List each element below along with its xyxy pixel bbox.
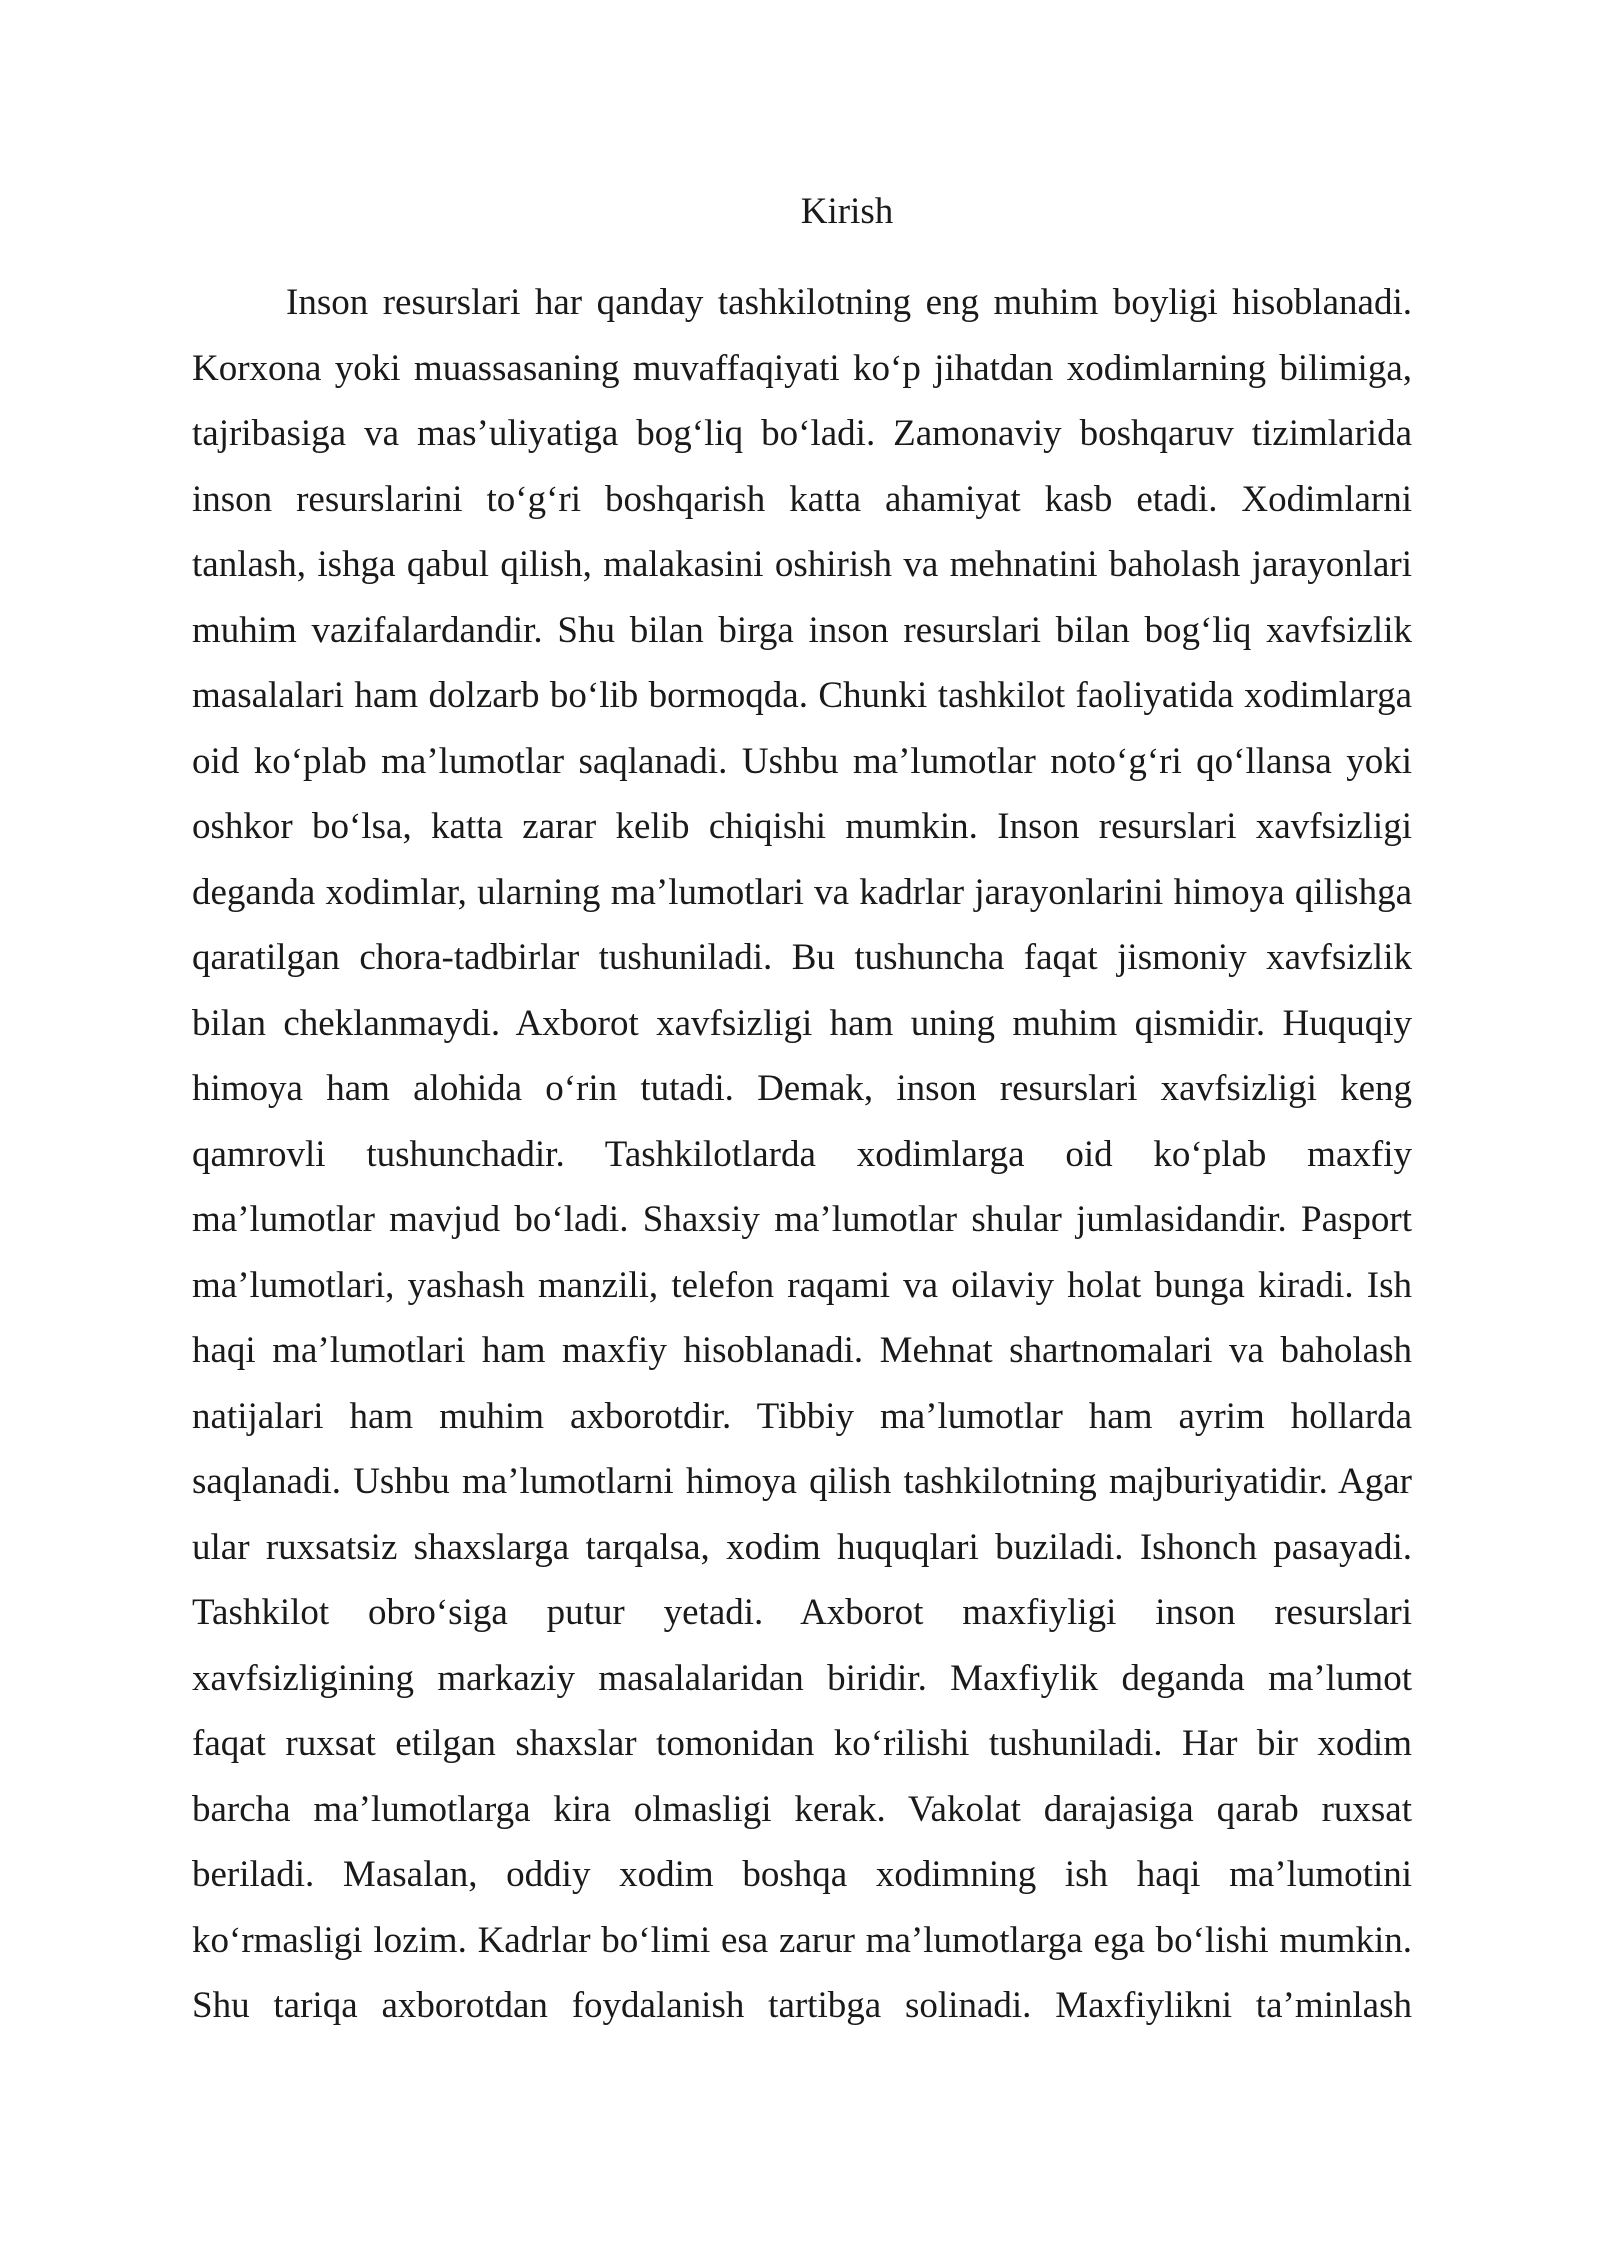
text-line: saqlanadi. Ushbu ma’lumotlarni himoya qilish tashkilotning majburiyatidir. Agar	[192, 1461, 1412, 1502]
text-line: muhim vazifalardandir. Shu bilan birga inson resurslari bilan bog‘liq xavfsizlik	[192, 609, 1412, 651]
text-line: tajribasiga va mas’uliyatiga bog‘liq bo‘ladi. Zamonaviy boshqaruv tizimlarida	[192, 413, 1412, 454]
text-line: oid ko‘plab ma’lumotlar saqlanadi. Ushbu ma’lumotlar noto‘g‘ri qo‘llansa yoki	[192, 740, 1412, 782]
text-line: haqi ma’lumotlari ham maxfiy hisoblanadi. Mehnat shartnomalari va baholash	[192, 1330, 1412, 1371]
text-line: ko‘rmasligi lozim. Kadrlar bo‘limi esa zarur ma’lumotlarga ega bo‘lishi mumkin.	[192, 1919, 1412, 1961]
text-line: faqat ruxsat etilgan shaxslar tomonidan ko‘rilishi tushuniladi. Har bir xodim	[192, 1723, 1412, 1764]
text-line: ma’lumotlar mavjud bo‘ladi. Shaxsiy ma’lumotlar shular jumlasidandir. Pasport	[192, 1199, 1412, 1240]
text-line: oshkor bo‘lsa, katta zarar kelib chiqishi mumkin. Inson resurslari xavfsizligi	[192, 806, 1412, 847]
text-line: inson resurslarini to‘g‘ri boshqarish katta ahamiyat kasb etadi. Xodimlarni	[192, 478, 1412, 520]
text-line: xavfsizligining markaziy masalalaridan biridir. Maxfiylik deganda ma’lumot	[192, 1657, 1412, 1699]
text-line: Inson resurslari har qanday tashkilotning eng muhim boyligi hisoblanadi.	[286, 282, 1412, 323]
text-line: deganda xodimlar, ularning ma’lumotlari va kadrlar jarayonlarini himoya qilishga	[192, 871, 1412, 913]
text-line: bilan cheklanmaydi. Axborot xavfsizligi ham uning muhim qismidir. Huquqiy	[192, 1002, 1412, 1044]
text-line: himoya ham alohida o‘rin tutadi. Demak, inson resurslari xavfsizligi keng	[192, 1068, 1412, 1109]
text-line: qaratilgan chora-tadbirlar tushuniladi. Bu tushuncha faqat jismoniy xavfsizlik	[192, 937, 1412, 978]
text-line: masalalari ham dolzarb bo‘lib bormoqda. Chunki tashkilot faoliyatida xodimlarga	[192, 675, 1412, 716]
text-line: Tashkilot obro‘siga putur yetadi. Axborot maxfiyligi inson resurslari	[192, 1592, 1412, 1633]
text-line: Shu tariqa axborotdan foydalanish tartibga solinadi. Maxfiylikni ta’minlash	[192, 1985, 1412, 2026]
text-line: Korxona yoki muassasaning muvaffaqiyati ko‘p jihatdan xodimlarning bilimiga,	[192, 347, 1412, 389]
text-line: barcha ma’lumotlarga kira olmasligi kerak. Vakolat darajasiga qarab ruxsat	[192, 1788, 1412, 1830]
text-line: ma’lumotlari, yashash manzili, telefon raqami va oilaviy holat bunga kiradi. Ish	[192, 1264, 1412, 1306]
text-line: ular ruxsatsiz shaxslarga tarqalsa, xodim huquqlari buziladi. Ishonch pasayadi.	[192, 1526, 1412, 1568]
text-line: tanlash, ishga qabul qilish, malakasini oshirish va mehnatini baholash jarayonlari	[192, 544, 1412, 585]
text-line: beriladi. Masalan, oddiy xodim boshqa xodimning ish haqi ma’lumotini	[192, 1854, 1412, 1895]
page-title: Kirish	[800, 191, 894, 232]
text-line: natijalari ham muhim axborotdir. Tibbiy ma’lumotlar ham ayrim hollarda	[192, 1395, 1412, 1437]
text-line: qamrovli tushunchadir. Tashkilotlarda xodimlarga oid ko‘plab maxfiy	[192, 1133, 1412, 1175]
body-paragraph	[192, 270, 1412, 2039]
